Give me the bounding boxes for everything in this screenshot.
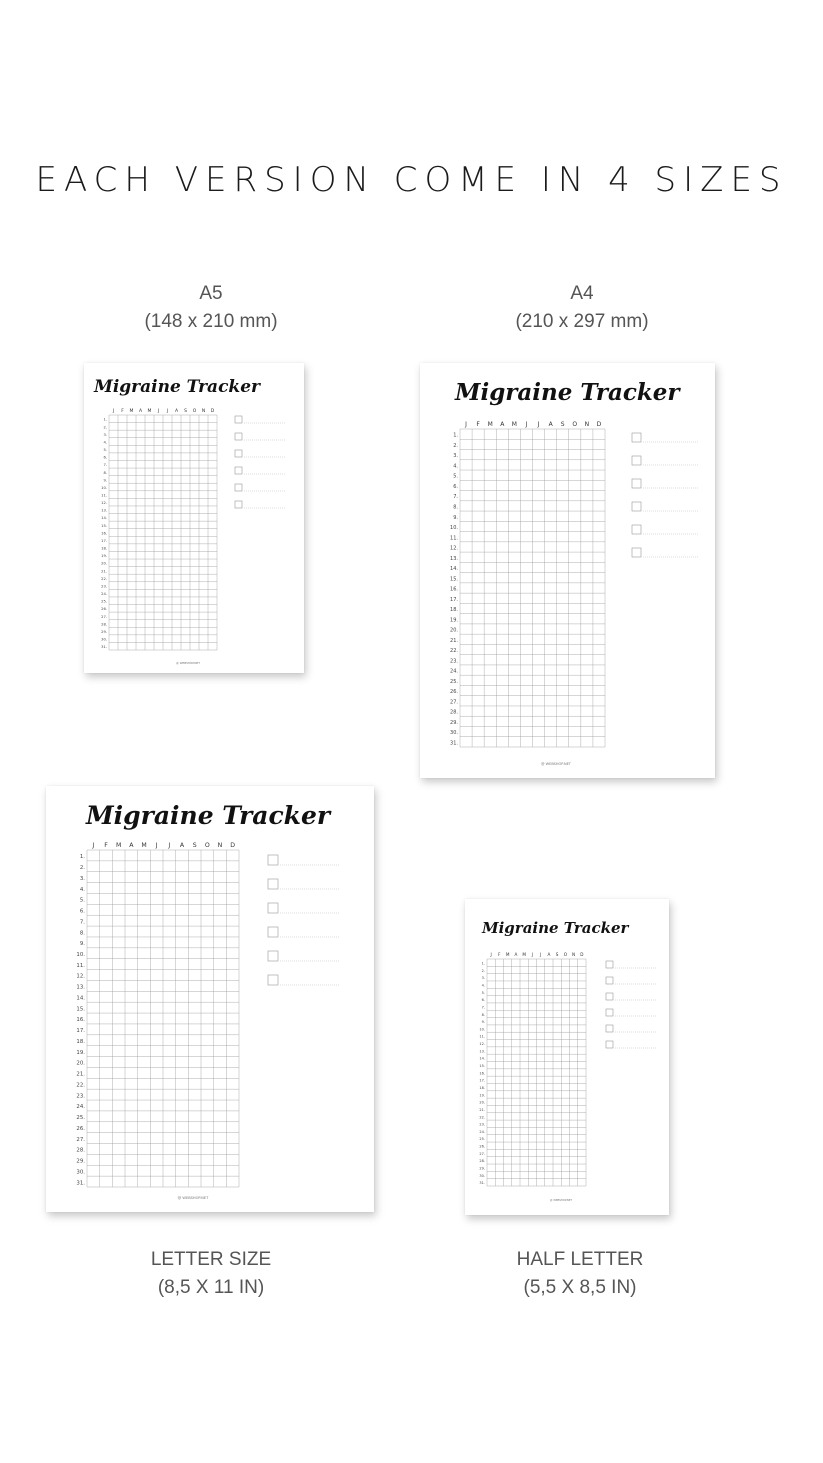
day-label: 20.: [76, 1060, 85, 1067]
day-label: 4.: [481, 983, 485, 988]
day-label: 22.: [450, 648, 458, 655]
day-label: 20.: [450, 627, 458, 634]
size-label-letter: [101, 1246, 321, 1302]
month-header: M: [141, 842, 147, 849]
day-label: 29.: [450, 719, 458, 726]
size-label-a5: [111, 280, 311, 336]
tracker-title: Migraine Tracker: [482, 919, 629, 937]
checkbox: [235, 433, 242, 440]
day-label: 13.: [450, 555, 458, 562]
month-header: F: [104, 842, 108, 849]
day-label: 24.: [101, 592, 107, 597]
day-label: 24.: [450, 668, 458, 675]
day-label: 14.: [101, 516, 107, 521]
month-header: J: [525, 421, 528, 428]
sheet-footer: @ WEBSHOP.NET: [176, 661, 200, 665]
size-label-half-letter: [470, 1246, 690, 1302]
month-header: J: [155, 842, 158, 849]
day-label: 4.: [103, 440, 107, 445]
day-label: 30.: [76, 1169, 85, 1176]
month-header: D: [230, 842, 236, 849]
day-label: 26.: [450, 689, 458, 696]
checkbox: [632, 433, 641, 442]
month-header: S: [555, 952, 559, 957]
month-header: J: [92, 842, 95, 849]
size-name: LETTER SIZE: [150, 1249, 272, 1270]
month-header: J: [490, 952, 492, 957]
size-dimensions: (210 x 297 mm): [515, 311, 649, 332]
day-label: 1.: [103, 417, 107, 422]
checkbox: [606, 1009, 613, 1016]
sheet-footer: @ WEBSHOP.NET: [541, 762, 571, 766]
month-header: J: [157, 409, 160, 414]
day-label: 29.: [76, 1158, 85, 1165]
day-label: 22.: [479, 1115, 485, 1120]
day-label: 23.: [101, 584, 107, 589]
day-label: 28.: [76, 1147, 85, 1154]
sheet-footer: @ WEBSHOP.NET: [549, 1199, 573, 1202]
month-header: A: [138, 409, 143, 414]
day-label: 9.: [103, 478, 107, 483]
day-label: 13.: [479, 1049, 485, 1054]
day-label: 17.: [479, 1078, 485, 1083]
size-dimensions: (148 x 210 mm): [144, 311, 278, 332]
size-name: A4: [570, 283, 594, 304]
month-header: D: [596, 421, 602, 428]
day-label: 17.: [450, 596, 458, 603]
day-label: 30.: [479, 1173, 485, 1178]
day-label: 12.: [101, 501, 107, 506]
month-header: J: [465, 421, 467, 428]
day-label: 27.: [76, 1136, 85, 1143]
day-label: 29.: [101, 629, 107, 634]
day-label: 19.: [450, 617, 458, 624]
day-label: 29.: [479, 1166, 485, 1171]
day-label: 2.: [103, 425, 107, 430]
checkbox: [632, 456, 641, 465]
day-label: 11.: [479, 1034, 485, 1039]
month-header: A: [179, 842, 185, 849]
sheet-footer: @ WEBSHOP.NET: [177, 1196, 209, 1200]
day-label: 25.: [101, 599, 107, 604]
day-label: 10.: [479, 1027, 485, 1032]
checkbox: [235, 501, 242, 508]
day-label: 20.: [479, 1100, 485, 1105]
checkbox: [235, 484, 242, 491]
month-header: A: [514, 952, 518, 957]
day-label: 15.: [76, 1006, 85, 1013]
checkbox: [606, 961, 613, 968]
day-label: 3.: [453, 453, 458, 460]
day-label: 5.: [79, 897, 85, 904]
tracker-grid: [109, 415, 217, 650]
day-label: 1.: [453, 432, 458, 439]
day-label: 18.: [450, 607, 458, 614]
month-header: N: [201, 409, 206, 414]
size-label-a4: [482, 280, 682, 336]
tracker-title: Migraine Tracker: [86, 801, 331, 830]
day-label: 7.: [481, 1005, 485, 1010]
day-label: 31.: [450, 740, 458, 747]
day-label: 5.: [453, 473, 458, 480]
day-label: 15.: [101, 523, 107, 528]
day-label: 31.: [76, 1180, 85, 1187]
day-label: 10.: [450, 525, 458, 532]
tracker-page: [46, 786, 374, 1212]
day-label: 19.: [101, 554, 107, 559]
day-label: 5.: [481, 990, 485, 995]
day-label: 31.: [101, 645, 107, 650]
checkbox: [268, 855, 278, 865]
day-label: 17.: [101, 538, 107, 543]
month-header: S: [192, 842, 197, 849]
day-label: 21.: [76, 1071, 85, 1078]
month-header: D: [580, 952, 584, 957]
day-label: 27.: [101, 614, 107, 619]
month-header: A: [500, 421, 505, 428]
day-label: 28.: [450, 709, 458, 716]
day-label: 2.: [453, 442, 458, 449]
day-label: 4.: [79, 886, 85, 893]
checkbox: [268, 903, 278, 913]
tracker-page: [84, 363, 304, 673]
month-header: F: [121, 409, 124, 414]
month-header: O: [572, 421, 578, 428]
day-label: 22.: [101, 576, 107, 581]
day-label: 7.: [453, 494, 458, 501]
checkbox: [606, 1041, 613, 1048]
month-header: A: [548, 421, 553, 428]
day-label: 10.: [101, 485, 107, 490]
day-label: 30.: [101, 637, 107, 642]
day-label: 31.: [479, 1181, 485, 1186]
day-label: 9.: [79, 941, 85, 948]
day-label: 7.: [103, 463, 107, 468]
month-header: J: [112, 409, 115, 414]
day-label: 22.: [76, 1082, 85, 1089]
month-header: J: [531, 952, 533, 957]
day-label: 18.: [101, 546, 107, 551]
checkbox: [632, 548, 641, 557]
tracker-page: [420, 363, 715, 778]
day-label: 14.: [76, 995, 85, 1002]
day-label: 3.: [79, 875, 85, 882]
day-label: 12.: [76, 973, 85, 980]
day-label: 1.: [481, 961, 485, 966]
day-label: 5.: [103, 448, 107, 453]
month-header: O: [563, 952, 568, 957]
month-header: N: [584, 421, 590, 428]
size-dimensions: (8,5 X 11 IN): [157, 1277, 265, 1298]
day-label: 8.: [79, 930, 85, 937]
checkbox: [606, 993, 613, 1000]
day-label: 24.: [479, 1129, 485, 1134]
tracker-sheet-a4: [420, 363, 715, 778]
day-label: 11.: [101, 493, 107, 498]
checkbox: [632, 479, 641, 488]
tracker-title: Migraine Tracker: [455, 379, 680, 406]
day-label: 25.: [76, 1115, 85, 1122]
day-label: 30.: [450, 730, 458, 737]
day-label: 2.: [481, 968, 485, 973]
checkbox: [268, 975, 278, 985]
checkbox: [632, 525, 641, 534]
month-header: J: [166, 409, 169, 414]
day-label: 21.: [101, 569, 107, 574]
checkbox: [606, 977, 613, 984]
month-header: M: [511, 421, 517, 428]
day-label: 18.: [76, 1038, 85, 1045]
month-header: F: [476, 421, 480, 428]
day-label: 26.: [76, 1125, 85, 1132]
day-label: 3.: [481, 976, 485, 981]
day-label: 13.: [101, 508, 107, 513]
day-label: 12.: [479, 1042, 485, 1047]
day-label: 25.: [479, 1137, 485, 1142]
tracker-grid: [487, 959, 586, 1186]
size-name: A5: [199, 283, 223, 304]
tracker-grid: [460, 429, 605, 747]
day-label: 16.: [101, 531, 107, 536]
month-header: A: [547, 952, 551, 957]
day-label: 14.: [479, 1056, 485, 1061]
day-label: 25.: [450, 678, 458, 685]
day-label: 18.: [479, 1085, 485, 1090]
month-header: A: [129, 842, 134, 849]
day-label: 26.: [479, 1144, 485, 1149]
month-header: N: [572, 952, 576, 957]
checkbox: [606, 1025, 613, 1032]
day-label: 4.: [453, 463, 458, 470]
day-label: 6.: [481, 998, 485, 1003]
checkbox: [235, 450, 242, 457]
month-header: N: [217, 842, 223, 849]
day-label: 19.: [479, 1093, 485, 1098]
month-header: D: [210, 409, 215, 414]
day-label: 20.: [101, 561, 107, 566]
page-headline: EACH VERSION COME IN 4 SIZES: [35, 160, 788, 200]
month-header: M: [505, 952, 510, 957]
month-header: O: [192, 409, 197, 414]
day-label: 8.: [103, 470, 107, 475]
day-label: 3.: [103, 432, 107, 437]
month-header: M: [115, 842, 122, 849]
day-label: 9.: [481, 1020, 485, 1025]
day-label: 26.: [101, 607, 107, 612]
month-header: S: [560, 421, 565, 428]
tracker-sheet-a5: [84, 363, 304, 673]
month-header: M: [147, 409, 152, 414]
day-label: 24.: [76, 1104, 85, 1111]
day-label: 19.: [76, 1049, 85, 1056]
month-header: A: [174, 409, 179, 414]
month-header: F: [498, 952, 501, 957]
day-label: 28.: [479, 1159, 485, 1164]
day-label: 15.: [479, 1064, 485, 1069]
tracker-sheet-half-letter: [465, 899, 669, 1215]
size-name: HALF LETTER: [516, 1249, 644, 1270]
day-label: 7.: [79, 919, 85, 926]
day-label: 6.: [453, 483, 458, 490]
month-header: M: [129, 409, 134, 414]
day-label: 8.: [453, 504, 458, 511]
day-label: 6.: [103, 455, 107, 460]
day-label: 11.: [450, 535, 458, 542]
month-header: M: [487, 421, 493, 428]
day-label: 11.: [76, 962, 85, 969]
month-header: O: [204, 842, 210, 849]
month-header: J: [537, 421, 540, 428]
month-header: S: [184, 409, 187, 414]
day-label: 17.: [76, 1028, 85, 1035]
day-label: 9.: [453, 514, 458, 521]
checkbox: [268, 879, 278, 889]
day-label: 1.: [79, 854, 85, 861]
day-label: 23.: [450, 658, 458, 665]
day-label: 6.: [79, 908, 85, 915]
day-label: 21.: [450, 637, 458, 644]
checkbox: [268, 927, 278, 937]
checkbox: [268, 951, 278, 961]
day-label: 13.: [76, 984, 85, 991]
checkbox: [235, 416, 242, 423]
month-header: J: [168, 842, 171, 849]
tracker-sheet-letter: [46, 786, 374, 1212]
day-label: 23.: [479, 1122, 485, 1127]
day-label: 27.: [450, 699, 458, 706]
day-label: 16.: [479, 1071, 485, 1076]
tracker-grid: [87, 850, 239, 1187]
day-label: 10.: [76, 951, 85, 958]
day-label: 27.: [479, 1151, 485, 1156]
month-header: M: [522, 952, 526, 957]
day-label: 23.: [76, 1093, 85, 1100]
day-label: 2.: [79, 865, 85, 872]
day-label: 12.: [450, 545, 458, 552]
day-label: 8.: [481, 1012, 485, 1017]
size-dimensions: (5,5 X 8,5 IN): [523, 1277, 637, 1298]
day-label: 16.: [76, 1017, 85, 1024]
tracker-page: [465, 899, 669, 1215]
tracker-title: Migraine Tracker: [94, 377, 260, 397]
month-header: J: [540, 952, 542, 957]
checkbox: [235, 467, 242, 474]
day-label: 14.: [450, 566, 458, 573]
checkbox: [632, 502, 641, 511]
day-label: 28.: [101, 622, 107, 627]
day-label: 15.: [450, 576, 458, 583]
day-label: 21.: [479, 1107, 485, 1112]
day-label: 16.: [450, 586, 458, 593]
